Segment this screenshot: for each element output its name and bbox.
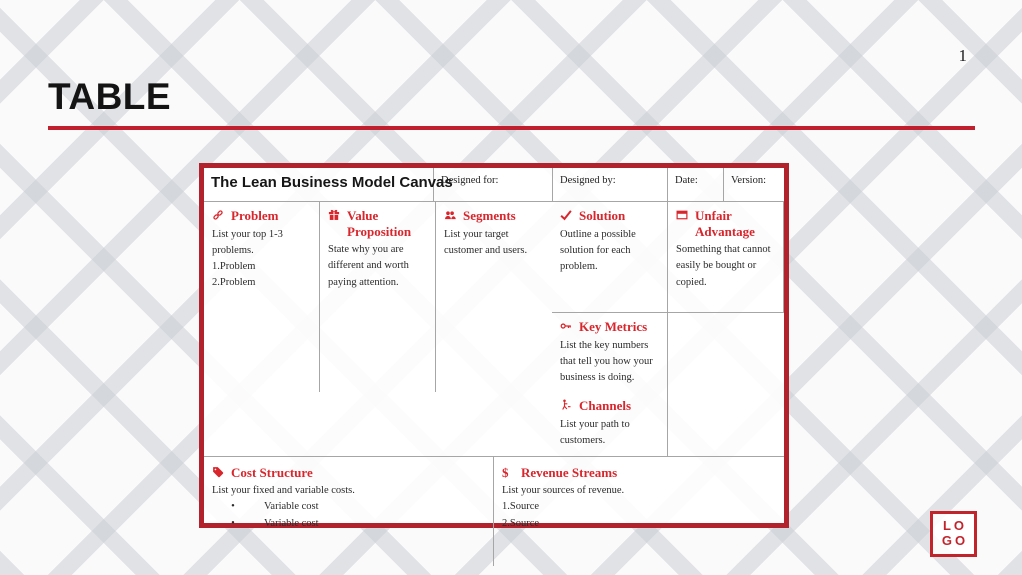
revenue-item-1: 1.Source: [502, 501, 540, 513]
solution-body: Outline a possible solution for each problem.: [560, 228, 636, 273]
revenue-item-2: 2.Source: [502, 517, 540, 529]
users-icon: [444, 209, 456, 221]
unfair-advantage-body: Something that cannot easily be bought or copied.: [676, 244, 771, 288]
lean-canvas-table: [199, 163, 789, 528]
revenue-streams-body: [502, 483, 776, 532]
cost-item-1: Variable cost: [264, 501, 319, 513]
revenue-streams-heading: [502, 465, 776, 481]
key-metrics-body: List the key numbers that tell you how your business is doing.: [560, 339, 653, 384]
logo-line-2: GO: [941, 533, 969, 548]
tag-icon: [212, 466, 224, 478]
cost-item-2: Variable cost: [264, 517, 319, 529]
version-label: Version:: [731, 175, 766, 186]
designed-for-label: Designed for:: [434, 168, 553, 201]
logo: [930, 511, 977, 557]
segments-body: List your target customer and users.: [444, 228, 528, 256]
key-metrics-cell: [552, 313, 668, 392]
segments-cell: [436, 202, 552, 392]
value-proposition-body: State why you are different and worth paying attention.: [328, 244, 409, 288]
problem-text: List your top 1-3 problems.: [212, 228, 283, 256]
channels-title: Channels: [579, 398, 632, 414]
unfair-advantage-heading: [676, 208, 775, 239]
cost-structure-cell: [204, 457, 494, 566]
designed-by-label: Designed by:: [553, 168, 668, 201]
segments-heading: [444, 208, 544, 224]
value-proposition-cell: [320, 202, 436, 392]
revenue-streams-text: List your sources of revenue.: [502, 485, 625, 497]
solution-title: Solution: [579, 208, 626, 223]
channels-heading: [560, 398, 659, 414]
dollar-icon: $: [502, 464, 509, 480]
bullet-dot: •: [231, 517, 235, 529]
channels-cell: [552, 392, 668, 455]
key-icon: [560, 320, 572, 332]
problem-item-2: 2.Problem: [212, 277, 256, 289]
problem-heading: [212, 208, 311, 224]
key-metrics-title: Key Metrics: [579, 319, 648, 334]
problem-body: [212, 227, 311, 292]
value-proposition-heading: [328, 208, 427, 239]
walking-person-icon: [560, 399, 572, 411]
canvas-title: The Lean Business Model Canvas: [204, 168, 434, 201]
cost-structure-title: Cost Structure: [231, 464, 313, 480]
revenue-streams-cell: [494, 457, 784, 566]
cost-structure-body: [212, 483, 485, 532]
solution-cell: [552, 202, 668, 313]
problem-cell: [204, 202, 320, 392]
unfair-advantage-title: Unfair Advantage: [695, 208, 755, 239]
page-number: 1: [958, 46, 967, 65]
canvas-header-row: [204, 168, 784, 202]
canvas-main-grid: [204, 202, 784, 456]
window-icon: [676, 209, 688, 221]
bullet-dot: •: [231, 501, 235, 513]
title-underline: [48, 126, 975, 130]
cost-structure-heading: [212, 465, 485, 481]
revenue-streams-title: Revenue Streams: [521, 464, 618, 480]
solution-heading: [560, 208, 659, 224]
cost-item-row: [212, 516, 485, 532]
segments-title: Segments: [463, 208, 516, 223]
key-metrics-heading: [560, 319, 659, 335]
cost-structure-text: List your fixed and variable costs.: [212, 485, 355, 497]
date-label: Date:: [668, 168, 724, 201]
value-proposition-title: Value Proposition: [347, 208, 412, 239]
problem-title: Problem: [231, 208, 279, 223]
link-icon: [212, 209, 224, 221]
problem-item-1: 1.Problem: [212, 261, 256, 273]
canvas-bottom-row: [204, 456, 784, 566]
slide-title: TABLE: [48, 76, 172, 117]
unfair-advantage-cell: [668, 202, 784, 313]
gift-icon: [328, 209, 340, 221]
logo-line-1: LO: [942, 518, 968, 534]
channels-body: List your path to customers.: [560, 418, 630, 447]
check-icon: [560, 209, 572, 221]
cost-item-row: [212, 499, 485, 515]
